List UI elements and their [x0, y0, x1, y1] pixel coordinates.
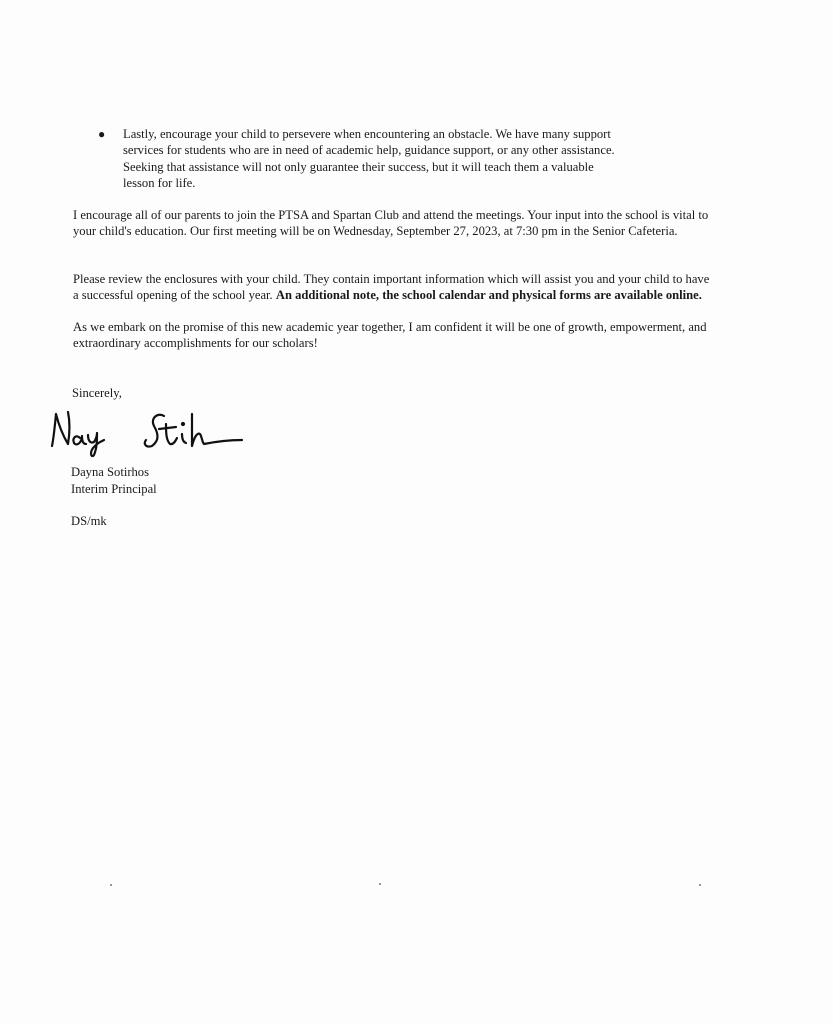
bullet-line: lesson for life. [123, 175, 196, 190]
bullet-line: Seeking that assistance will not only guarantee their success, but it will teach them a valuable [123, 159, 594, 174]
scan-speck [699, 884, 701, 886]
bullet-line: Lastly, encourage your child to persevere when encountering an obstacle. We have many support [123, 127, 611, 141]
paragraph-line: extraordinary accomplishments for our scholars! [73, 336, 318, 351]
bullet-text [123, 126, 693, 191]
paragraph-line: I encourage all of our parents to join the PTSA and Spartan Club and attend the meetings. Your input into the school is vital to [73, 208, 709, 222]
paragraph-line: Please review the enclosures with your child. They contain important information which will assist you and your child to have [73, 272, 710, 286]
closing-thoughts-paragraph [73, 319, 803, 352]
bullet-dot-icon: ● [98, 127, 106, 141]
handwritten-signature [46, 402, 246, 458]
paragraph-line: your child's education. Our first meeting will be on Wednesday, September 27, 2023, at 7:30 pm in the Senior Cafeteria. [73, 224, 678, 239]
online-note-bold: An additional note, the school calendar and physical forms are available online. [275, 288, 702, 303]
signer-name: Dayna Sotirhos [71, 465, 150, 479]
paragraph-line [73, 287, 803, 303]
scan-speck [379, 883, 381, 885]
enclosures-paragraph [73, 271, 803, 304]
scan-speck [110, 884, 112, 886]
paragraph-text: a successful opening of the school year. [73, 288, 276, 303]
signer-title: Interim Principal [71, 482, 157, 496]
bullet-line: services for students who are in need of academic help, guidance support, or any other assistance. [123, 143, 615, 158]
ptsa-paragraph [73, 207, 803, 240]
paragraph-line: As we embark on the promise of this new academic year together, I am confident it will be one of growth, empowerment, and [73, 320, 707, 334]
typist-initials: DS/mk [71, 514, 107, 528]
closing-salutation: Sincerely, [72, 386, 122, 400]
